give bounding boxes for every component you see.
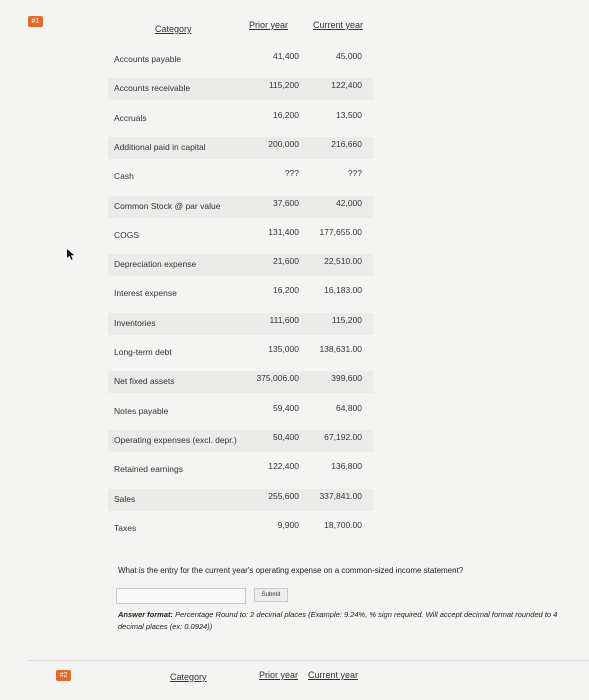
current-year-cell: 399,600 xyxy=(331,373,362,383)
current-year-cell: 337,841.00 xyxy=(319,491,362,501)
table-row xyxy=(108,49,373,71)
current-year-cell: 22,510.00 xyxy=(324,256,362,266)
table-row xyxy=(108,196,373,218)
category-cell: COGS xyxy=(114,230,140,240)
current-year-cell: 115,200 xyxy=(331,315,362,325)
category-cell: Taxes xyxy=(114,523,137,533)
answer-format-note xyxy=(118,609,580,633)
table-row xyxy=(108,78,373,100)
table-row xyxy=(108,342,373,364)
table-row xyxy=(108,401,373,423)
current-year-cell: 216,660 xyxy=(331,139,362,149)
prior-year-cell: 255,600 xyxy=(268,491,299,501)
category-cell: Net fixed assets xyxy=(114,376,175,386)
answer-format-label: Answer format: xyxy=(118,610,174,619)
prior-year-cell: 122,400 xyxy=(268,461,299,471)
prior-year-cell: 21,600 xyxy=(273,256,299,266)
table-row xyxy=(108,371,373,393)
current-year-cell: ??? xyxy=(347,168,362,178)
table-row xyxy=(108,254,373,276)
table-row xyxy=(108,518,373,540)
current-year-cell: 138,631.00 xyxy=(319,344,362,354)
prior-year-cell: 59,400 xyxy=(273,403,299,413)
prior-year-header-2: Prior year xyxy=(259,670,299,680)
category-header-2: Category xyxy=(170,672,207,682)
question-text: What is the entry for the current year's operating expense on a common-sized income statement? xyxy=(118,566,464,575)
category-header: Category xyxy=(155,24,192,34)
table-row xyxy=(108,283,373,305)
current-year-cell: 16,183.00 xyxy=(324,285,362,295)
current-year-cell: 18,700.00 xyxy=(324,520,362,530)
prior-year-cell: 135,000 xyxy=(268,344,299,354)
category-cell: Accounts receivable xyxy=(114,83,191,93)
submit-button[interactable]: Submit xyxy=(254,588,288,602)
current-year-cell: 64,800 xyxy=(336,403,362,413)
mouse-cursor-icon xyxy=(66,249,76,261)
current-year-cell: 122,400 xyxy=(331,80,362,90)
prior-year-cell: 37,600 xyxy=(273,198,299,208)
table-row xyxy=(108,166,373,188)
category-cell: Accounts payable xyxy=(114,54,182,64)
table-row xyxy=(108,430,373,452)
prior-year-cell: 131,400 xyxy=(268,227,299,237)
answer-format-text: Percentage Round to: 2 decimal places (Example: 9.24%, % sign required. Will accept decimal format rounded to 4 decimal places (ex: 0.0924)) xyxy=(118,610,558,631)
prior-year-cell: 115,200 xyxy=(268,80,299,90)
prior-year-cell: ??? xyxy=(284,168,299,178)
category-cell: Inventories xyxy=(114,318,156,328)
table-row xyxy=(108,489,373,511)
category-cell: Long-term debt xyxy=(114,347,172,357)
category-cell: Common Stock @ par value xyxy=(114,201,221,211)
category-cell: Interest expense xyxy=(114,288,177,298)
table-row xyxy=(108,459,373,481)
category-cell: Cash xyxy=(114,171,134,181)
prior-year-cell: 200,000 xyxy=(268,139,299,149)
problem-number-badge-2: #2 xyxy=(56,670,71,681)
prior-year-cell: 9,900 xyxy=(277,520,299,530)
table-row xyxy=(108,225,373,247)
current-year-header-2: Current year xyxy=(308,670,359,680)
category-cell: Notes payable xyxy=(114,406,169,416)
current-year-cell: 177,655.00 xyxy=(319,227,362,237)
category-cell: Operating expenses (excl. depr.) xyxy=(114,435,237,445)
current-year-cell: 42,000 xyxy=(336,198,362,208)
prior-year-cell: 16,200 xyxy=(273,110,299,120)
prior-year-cell: 50,400 xyxy=(273,432,299,442)
category-cell: Additional paid in capital xyxy=(114,142,206,152)
current-year-cell: 67,192.00 xyxy=(324,432,362,442)
prior-year-cell: 16,200 xyxy=(273,285,299,295)
prior-year-header: Prior year xyxy=(249,20,289,30)
category-cell: Accruals xyxy=(114,113,147,123)
problem-number-badge: #1 xyxy=(28,16,43,27)
current-year-cell: 45,000 xyxy=(336,51,362,61)
table-row xyxy=(108,108,373,130)
category-cell: Depreciation expense xyxy=(114,259,197,269)
current-year-cell: 13,500 xyxy=(336,110,362,120)
current-year-header: Current year xyxy=(313,20,364,30)
current-year-cell: 136,800 xyxy=(331,461,362,471)
table-row xyxy=(108,313,373,335)
section-divider xyxy=(28,660,589,661)
prior-year-cell: 375,006.00 xyxy=(256,373,299,383)
prior-year-cell: 111,600 xyxy=(269,315,299,325)
answer-input[interactable] xyxy=(116,588,246,604)
category-cell: Retained earnings xyxy=(114,464,183,474)
table-row xyxy=(108,137,373,159)
category-cell: Sales xyxy=(114,494,136,504)
prior-year-cell: 41,400 xyxy=(273,51,299,61)
